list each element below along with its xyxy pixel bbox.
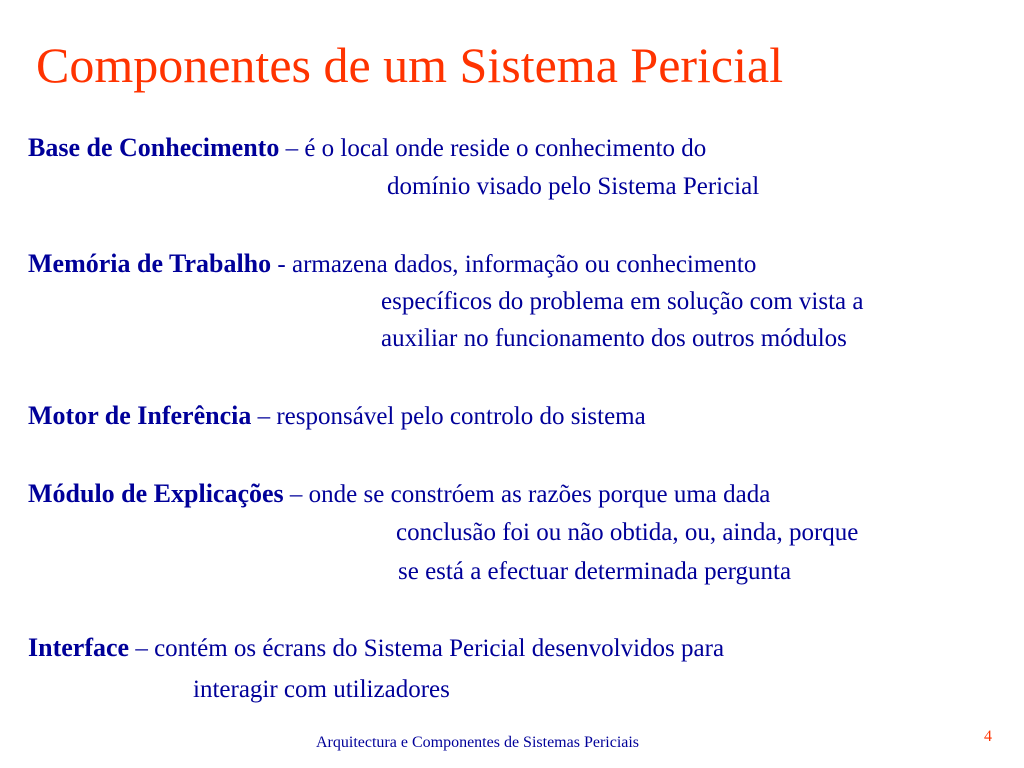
term-separator: – — [129, 635, 155, 662]
definition-motor-de-inferencia — [28, 400, 646, 433]
definition-continuation: domínio visado pelo Sistema Pericial — [387, 173, 760, 200]
term-separator: – — [283, 481, 309, 508]
definition-text: responsável pelo controlo do sistema — [276, 403, 646, 430]
slide-title: Componentes de um Sistema Pericial — [36, 37, 784, 93]
page-number: 4 — [984, 728, 992, 745]
definition-text: contém os écrans do Sistema Pericial desenvolvidos para — [154, 635, 725, 662]
definition-modulo-de-explicacoes — [28, 478, 770, 511]
definition-continuation: se está a efectuar determinada pergunta — [398, 558, 792, 585]
term-label: Módulo de Explicações — [28, 479, 284, 508]
definition-text: armazena dados, informação ou conhecimento — [291, 251, 757, 278]
definition-text: onde se constróem as razões porque uma dada — [308, 481, 771, 508]
term-separator: – — [251, 403, 277, 430]
definition-continuation: conclusão foi ou não obtida, ou, ainda, porque — [396, 519, 859, 546]
definition-continuation: interagir com utilizadores — [193, 676, 450, 703]
definition-continuation: específicos do problema em solução com vista a — [381, 288, 864, 315]
term-label: Base de Conhecimento — [28, 133, 280, 162]
term-label: Memória de Trabalho — [28, 249, 272, 278]
term-label: Motor de Inferência — [28, 401, 252, 430]
term-label: Interface — [28, 633, 130, 662]
definition-interface — [28, 632, 724, 665]
definition-continuation: auxiliar no funcionamento dos outros módulos — [381, 325, 847, 352]
slide-footer: Arquitectura e Componentes de Sistemas Periciais — [316, 734, 640, 751]
definition-memoria-de-trabalho — [28, 248, 756, 281]
term-separator: - — [271, 251, 292, 278]
definition-text: é o local onde reside o conhecimento do — [304, 135, 707, 162]
term-separator: – — [279, 135, 305, 162]
definition-base-de-conhecimento — [28, 132, 706, 165]
